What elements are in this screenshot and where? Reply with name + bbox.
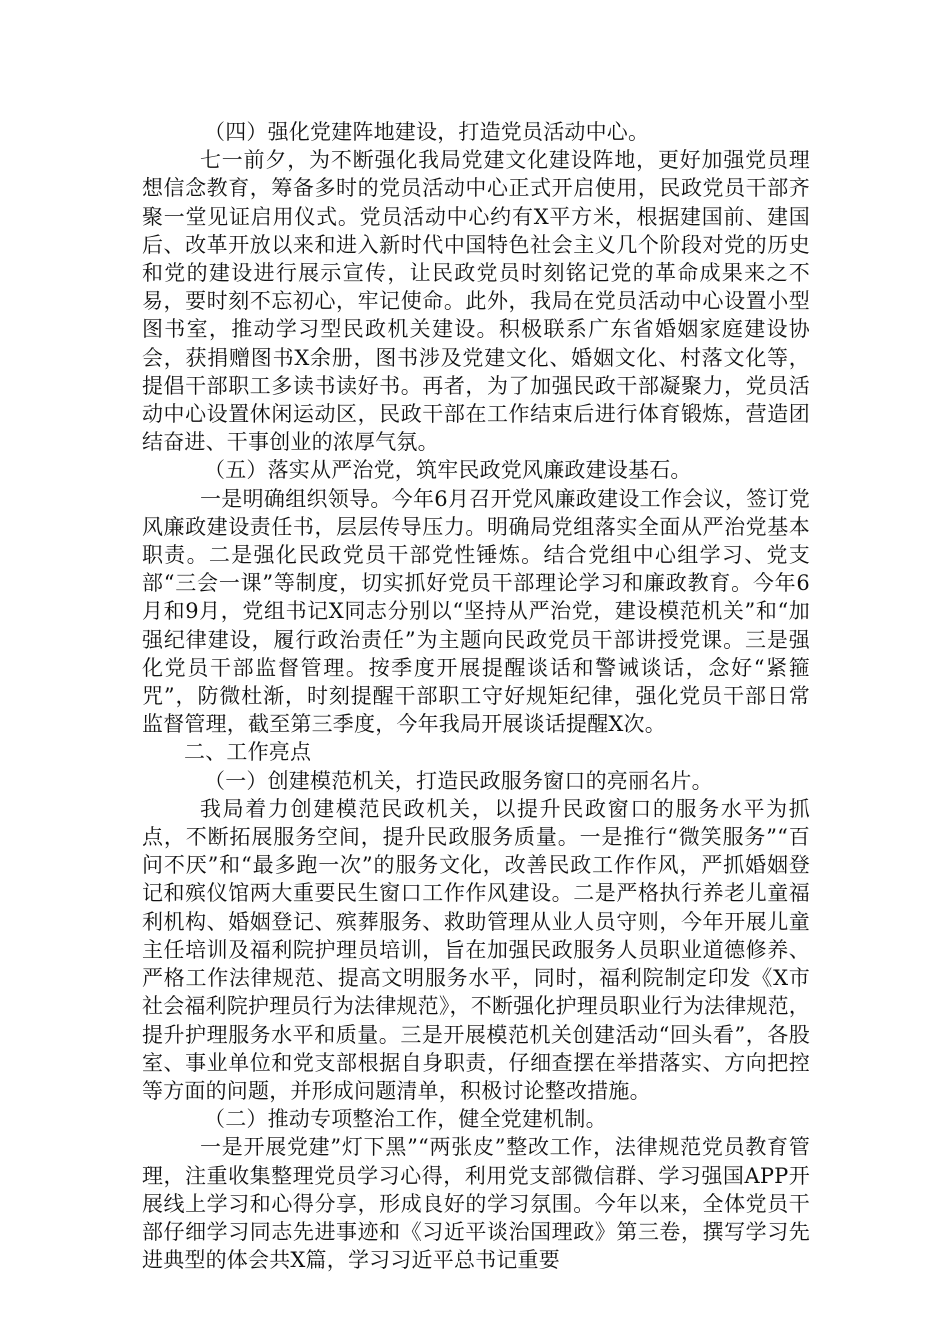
paragraph-model-agency: 我局着力创建模范民政机关，以提升民政窗口的服务水平为抓点，不断拓展服务空间，提升民政服务质量。一是推行“微笑服务”“百问不厌”和“最多跑一次”的服务文化，改善民政工作作风，严抓婚姻登记和殡仪馆两大重要民生窗口工作作风建设。二是严格执行养老儿童福利机构、婚姻登记、殡葬服务、救助管理从业人员守则，今年开展儿童主任培训及福利院护理员培训，旨在加强民政服务人员职业道德修养、严格工作法律规范、提高文明服务水平，同时，福利院制定印发《X市社会福利院护理员行为法律规范》，不断强化护理员职业行为法律规范，提升护理服务水平和质量。三是开展模范机关创建活动“回头看”，各股室、事业单位和党支部根据自身职责，仔细查摆在举措落实、方向把控等方面的问题，并形成问题清单，积极讨论整改措施。	[142, 796, 810, 1103]
section-heading-5: （五）落实从严治党，筑牢民政党风廉政建设基石。	[204, 458, 692, 483]
chapter-heading-highlights: 二、工作亮点	[184, 740, 312, 765]
section-heading-4: （四）强化党建阵地建设，打造党员活动中心。	[204, 120, 650, 144]
paragraph-strict-governance: 一是明确组织领导。今年6月召开党风廉政建设工作会议，签订党风廉政建设责任书，层层传导压力。明确局党组落实全面从严治党基本职责。二是强化民政党员干部党性锤炼。结合党组中心组学习、党支部“三会一课”等制度，切实抓好党员干部理论学习和廉政教育。今年6月和9月，党组书记X同志分别以“坚持从严治党，建设模范机关”和“加强纪律建设，履行政治责任”为主题向民政党员干部讲授党课。三是强化党员干部监督管理。按季度开展提醒谈话和警诫谈话，念好“紧箍咒”，防微杜渐，时刻提醒干部职工守好规矩纪律，强化党员干部日常监督管理，截至第三季度，今年我局开展谈话提醒X次。	[142, 486, 810, 737]
subsection-heading-2: （二）推动专项整治工作，健全党建机制。	[204, 1107, 607, 1132]
subsection-heading-1: （一）创建模范机关，打造民政服务窗口的亮丽名片。	[204, 768, 713, 793]
paragraph-activity-center: 七一前夕，为不断强化我局党建文化建设阵地，更好加强党员理想信念教育，筹备多时的党员活动中心正式开启使用，民政党员干部齐聚一堂见证启用仪式。党员活动中心约有X平方米，根据建国前、建国后、改革开放以来和进入新时代中国特色社会主义几个阶段对党的历史和党的建设进行展示宣传，让民政党员时刻铭记党的革命成果来之不易，要时刻不忘初心，牢记使命。此外，我局在党员活动中心设置小型图书室，推动学习型民政机关建设。积极联系广东省婚姻家庭建设协会，获捐赠图书X余册，图书涉及党建文化、婚姻文化、村落文化等，提倡干部职工多读书读好书。再者，为了加强民政干部凝聚力，党员活动中心设置休闲运动区，民政干部在工作结束后进行体育锻炼，营造团结奋进、干事创业的浓厚气氛。	[142, 148, 810, 455]
document-page	[142, 118, 810, 1274]
paragraph-special-rectification: 一是开展党建”灯下黑”“两张皮”整改工作，法律规范党员教育管理，注重收集整理党员学习心得，利用党支部微信群、学习强国APP开展线上学习和心得分享，形成良好的学习氛围。今年以来，全体党员干部仔细学习同志先进事迹和《习近平谈治国理政》第三卷，撰写学习先进典型的体会共X篇，学习习近平总书记重要	[142, 1135, 810, 1273]
